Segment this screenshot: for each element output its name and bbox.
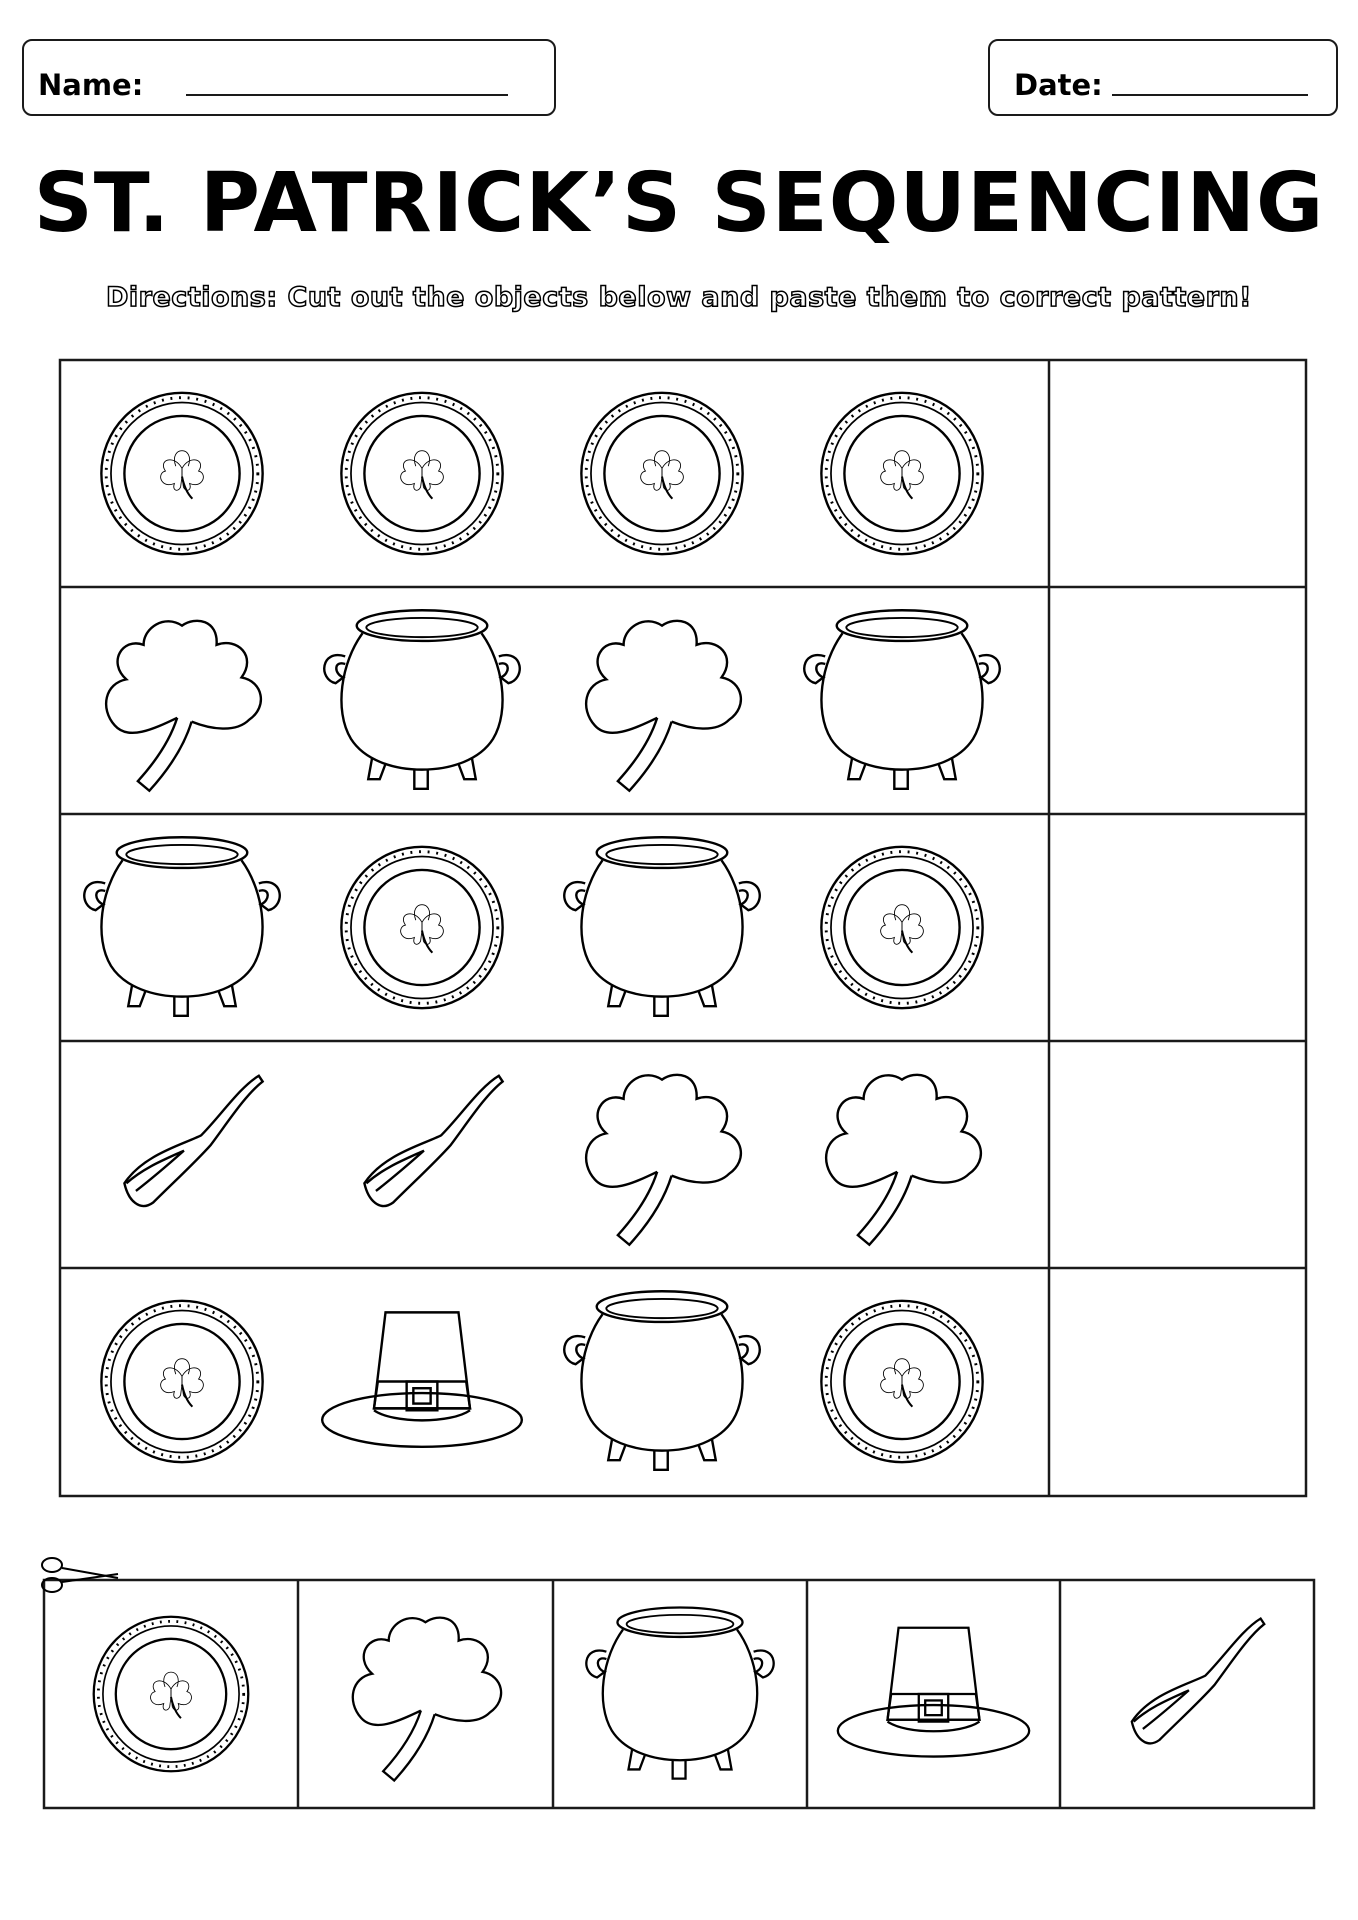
- scissors-icon: [42, 1558, 118, 1592]
- pipe-icon: [124, 1076, 262, 1206]
- answer-box-row-3[interactable]: [1051, 816, 1304, 1039]
- coin-icon: [341, 393, 502, 554]
- leprechaun-hat-icon: [322, 1312, 522, 1446]
- coin-icon: [341, 847, 502, 1008]
- pipe-icon: [364, 1076, 502, 1206]
- pot-of-gold-icon: [564, 1291, 759, 1470]
- shamrock-icon: [586, 621, 741, 791]
- directions-text: Directions: Cut out the objects below and paste them to correct pattern!: [106, 282, 1252, 313]
- date-label: Date:: [1014, 68, 1103, 102]
- cutout-coin-icon[interactable]: [94, 1617, 249, 1772]
- shamrock-icon: [586, 1075, 741, 1245]
- cutout-pipe-icon[interactable]: [1132, 1619, 1264, 1744]
- pot-of-gold-icon: [804, 610, 999, 789]
- worksheet-title: ST. PATRICK’S SEQUENCING: [33, 156, 1325, 251]
- answer-box-row-2[interactable]: [1051, 589, 1304, 812]
- name-label: Name:: [38, 68, 144, 102]
- coin-icon: [101, 1301, 262, 1462]
- pot-of-gold-icon: [564, 837, 759, 1016]
- cutout-shamrock-icon[interactable]: [353, 1618, 501, 1781]
- coin-icon: [821, 847, 982, 1008]
- pot-of-gold-icon: [84, 837, 279, 1016]
- answer-box-row-1[interactable]: [1051, 362, 1304, 585]
- coin-icon: [581, 393, 742, 554]
- pot-of-gold-icon: [324, 610, 519, 789]
- shamrock-icon: [826, 1075, 981, 1245]
- cutout-pot-of-gold-icon[interactable]: [586, 1608, 773, 1779]
- coin-icon: [821, 1301, 982, 1462]
- shamrock-icon: [106, 621, 261, 791]
- coin-icon: [101, 393, 262, 554]
- coin-icon: [821, 393, 982, 554]
- answer-box-row-4[interactable]: [1051, 1043, 1304, 1266]
- cutout-leprechaun-hat-icon[interactable]: [838, 1628, 1029, 1757]
- answer-box-row-5[interactable]: [1051, 1270, 1304, 1493]
